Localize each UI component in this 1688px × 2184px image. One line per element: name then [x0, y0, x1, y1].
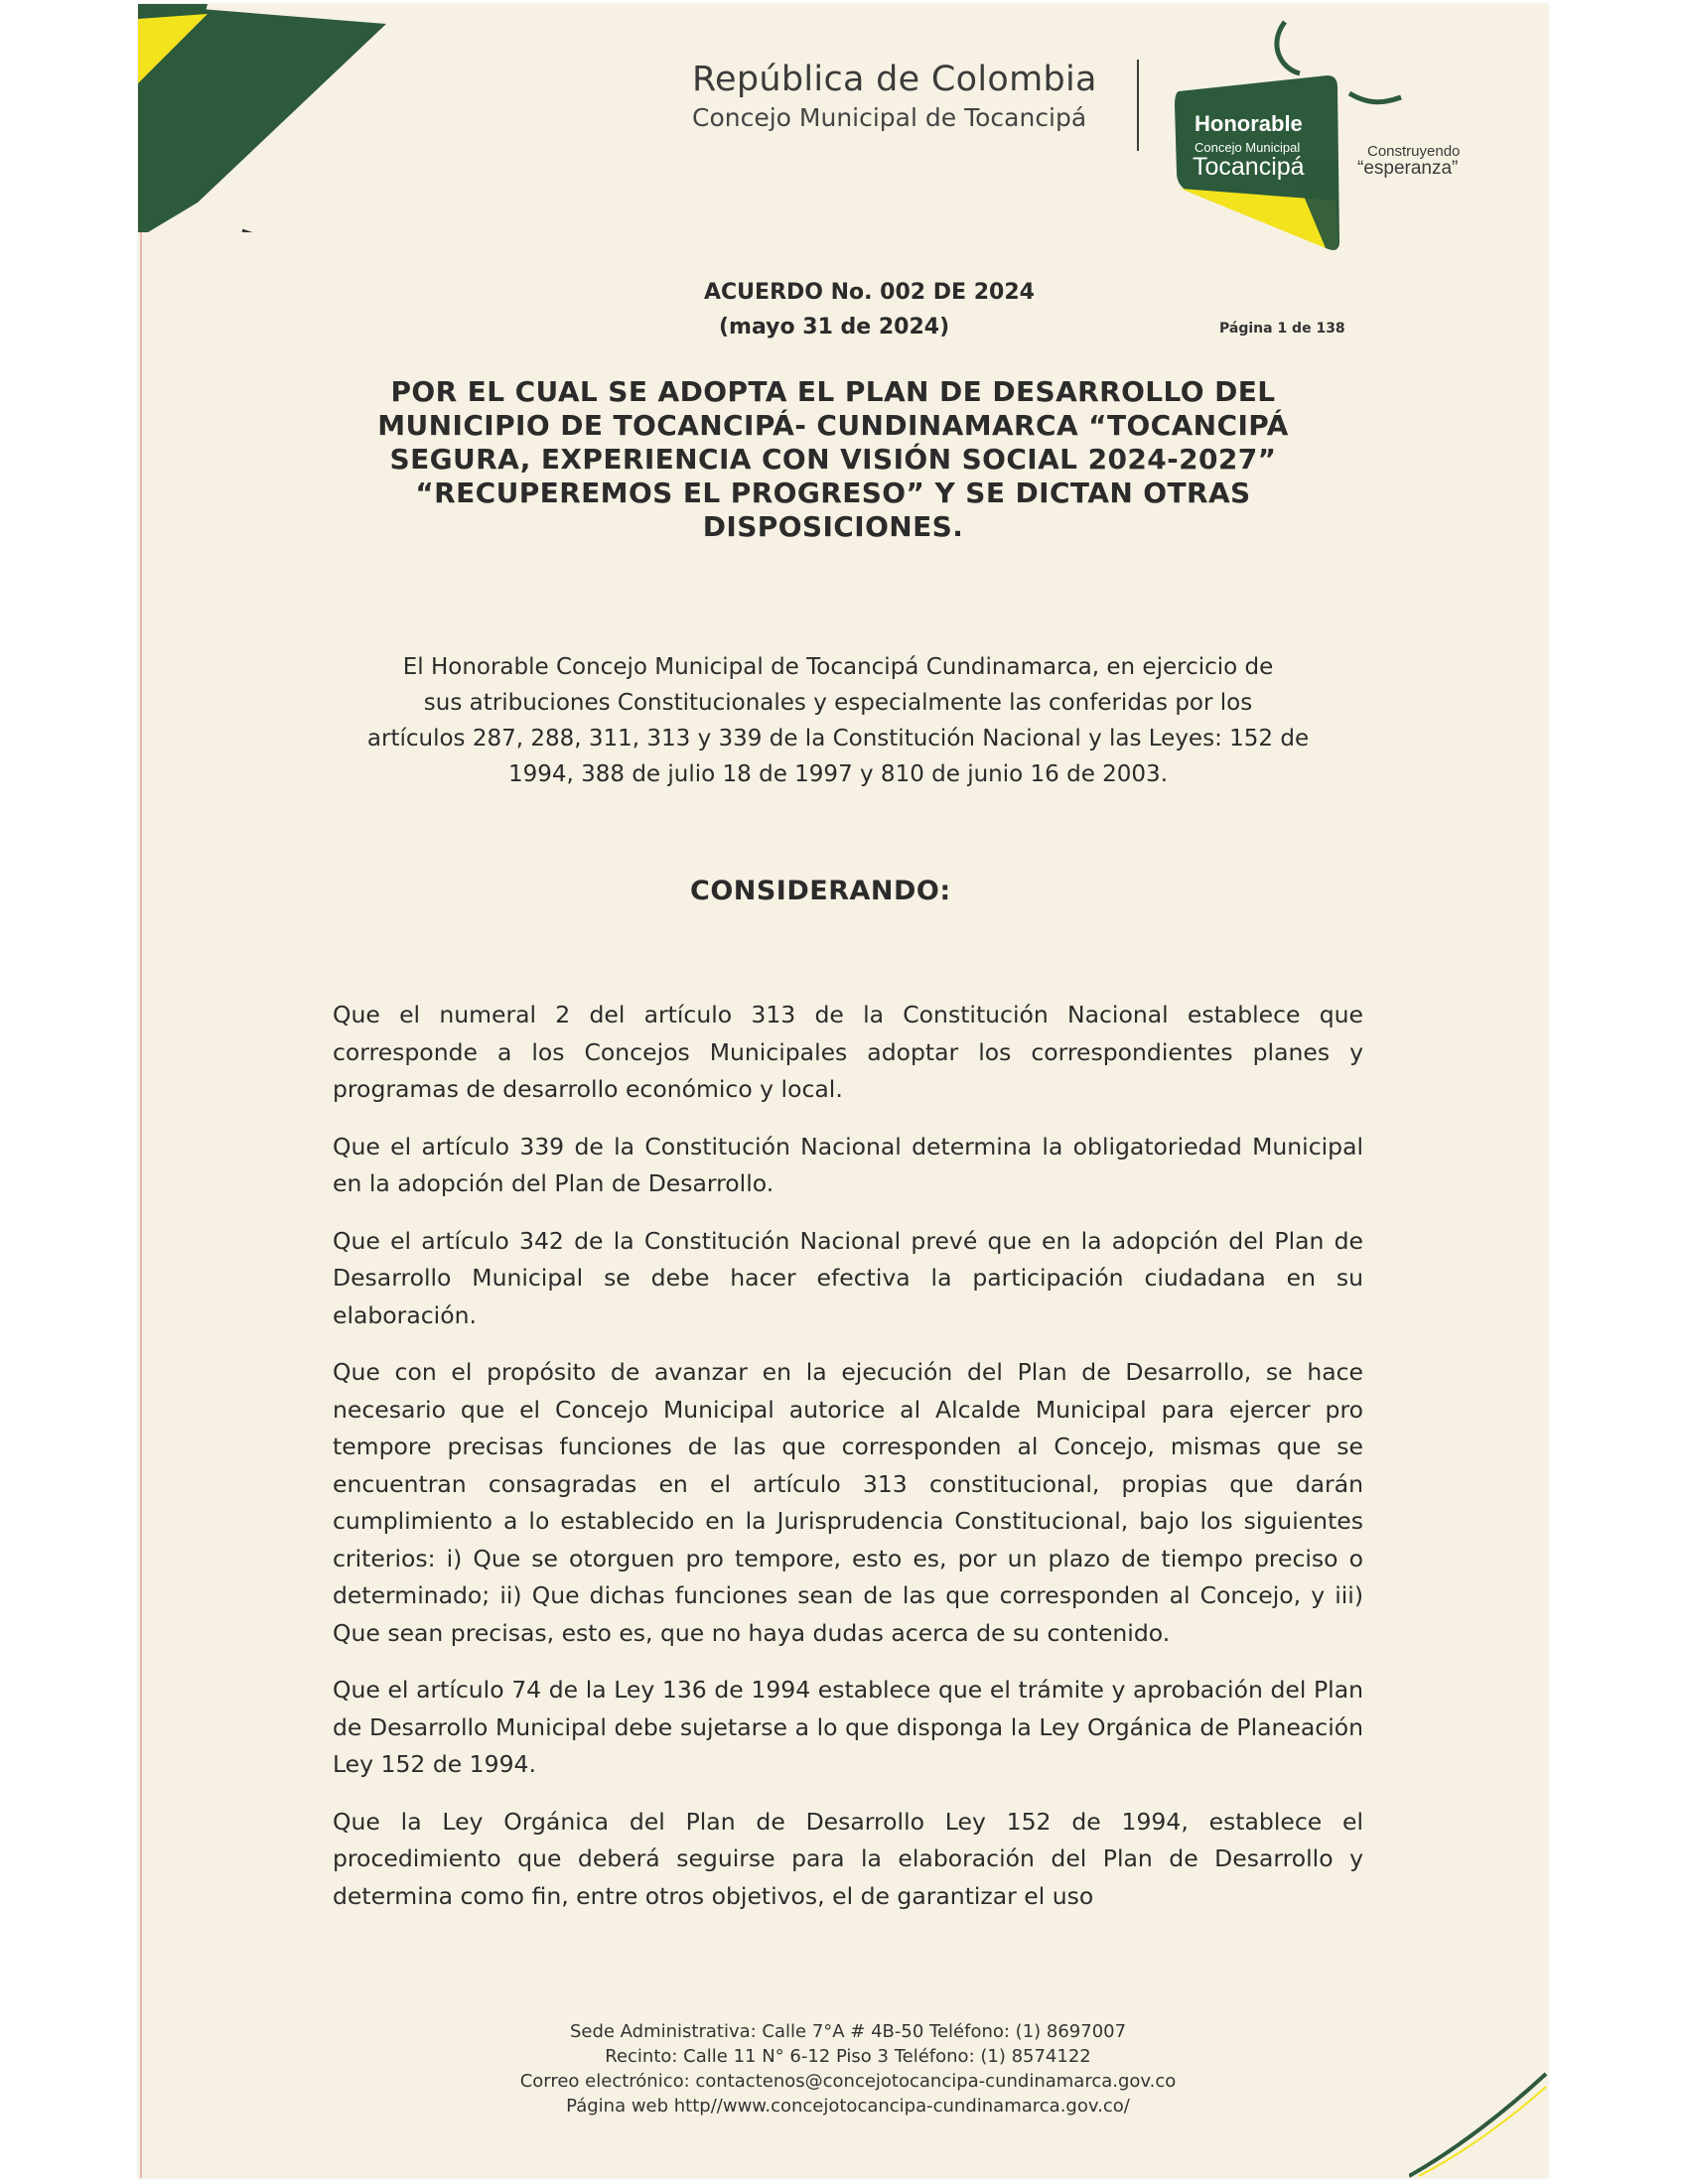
document-title [337, 375, 1330, 544]
paragraph: Que la Ley Orgánica del Plan de Desarrollo Ley 152 de 1994, establece el procedimiento que deberá seguirse para la elaboración del Plan de Desarrollo y determina como fin, entre otros objetivos, el de garantizar el uso [333, 1807, 1363, 1910]
intro-line: 1994, 388 de julio 18 de 1997 y 810 de junio 16 de 2003. [507, 761, 1169, 787]
document-page [138, 4, 1548, 2178]
footer-address: Sede Administrativa: Calle 7°A # 4B-50 Teléfono: (1) 8697007 [569, 2021, 1127, 2042]
slogan-line-2: “esperanza” [1357, 158, 1459, 179]
paragraph: Que el artículo 339 de la Constitución Nacional determina la obligatoriedad Municipal en la adopción del Plan de Desarrollo. [333, 1132, 1363, 1197]
intro-line: El Honorable Concejo Municipal de Tocancipá Cundinamarca, en ejercicio de [402, 654, 1274, 680]
corner-decoration-top-left [138, 4, 396, 232]
paragraph: Que el artículo 74 de la Ley 136 de 1994 establece que el trámite y aprobación del Plan de Desarrollo Municipal debe sujetarse a lo que disponga la Ley Orgánica de Planeación Ley 152 de 1994. [333, 1676, 1363, 1778]
slogan-line-1: Construyendo [1367, 143, 1461, 160]
paragraph: Que el numeral 2 del artículo 313 de la Constitución Nacional establece que corresponde a los Concejos Municipales adoptar los correspondientes planes y programas de desarrollo económico y local. [333, 1001, 1363, 1103]
agreement-date: (mayo 31 de 2024) [719, 315, 950, 340]
title-line: “RECUPEREMOS EL PROGRESO” Y SE DICTAN OTRAS [415, 477, 1251, 509]
title-line: DISPOSICIONES. [702, 510, 964, 543]
logo-line-1: Honorable [1195, 111, 1303, 136]
considerando-body [333, 997, 1363, 1935]
intro-paragraph [327, 649, 1349, 792]
footer-venue: Recinto: Calle 11 N° 6-12 Piso 3 Teléfono: (1) 8574122 [605, 2046, 1091, 2067]
title-line: SEGURA, EXPERIENCIA CON VISIÓN SOCIAL 2024-2027” [389, 443, 1277, 476]
margin-line [140, 4, 142, 2178]
paragraph: Que el artículo 342 de la Constitución Nacional prevé que en la adopción del Plan de Desarrollo Municipal se debe hacer efectiva la participación ciudadana en su elaboración. [333, 1226, 1363, 1329]
intro-line: sus atribuciones Constitucionales y especialmente las conferidas por los [423, 690, 1253, 716]
header-title: República de Colombia [692, 60, 1097, 99]
section-heading: CONSIDERANDO: [690, 876, 951, 906]
paragraph: Que con el propósito de avanzar en la ejecución del Plan de Desarrollo, se hace necesario que el Concejo Municipal autorice al Alcalde Municipal para ejercer pro tempore precisas funciones de las que corresponden al Concejo, mismas que se encuentran consagradas en el artículo 313 constitucional, propias que darán cumplimiento a lo establecido en la Jurisprudencia Constitucional, bajo los siguientes criterios: i) Que se otorguen pro tempore, esto es, por un plazo de tiempo preciso o determinado; ii) Que dichas funciones sean de las que corresponden al Concejo, y iii) Que sean precisas, esto es, que no haya dudas acerca de su contenido. [333, 1358, 1363, 1647]
header-subtitle: Concejo Municipal de Tocancipá [692, 103, 1087, 132]
title-line: MUNICIPIO DE TOCANCIPÁ- CUNDINAMARCA “TOCANCIPÁ [377, 409, 1289, 442]
footer-contact [337, 2019, 1359, 2118]
logo-line-2: Concejo Municipal [1195, 140, 1301, 155]
header-divider [1137, 60, 1139, 151]
page-number: Página 1 de 138 [1219, 321, 1345, 337]
intro-line: artículos 287, 288, 311, 313 y 339 de la Constitución Nacional y las Leyes: 152 de [366, 726, 1310, 751]
logo-line-3: Tocancipá [1193, 153, 1305, 181]
agreement-number: ACUERDO No. 002 DE 2024 [704, 280, 1035, 305]
corner-decoration-bottom-right [1409, 2069, 1548, 2178]
footer-email: Correo electrónico: contactenos@concejotocancipa-cundinamarca.gov.co [519, 2071, 1177, 2092]
footer-website: Página web http//www.concejotocancipa-cundinamarca.gov.co/ [566, 2096, 1130, 2116]
title-line: POR EL CUAL SE ADOPTA EL PLAN DE DESARROLLO DEL [390, 375, 1276, 408]
